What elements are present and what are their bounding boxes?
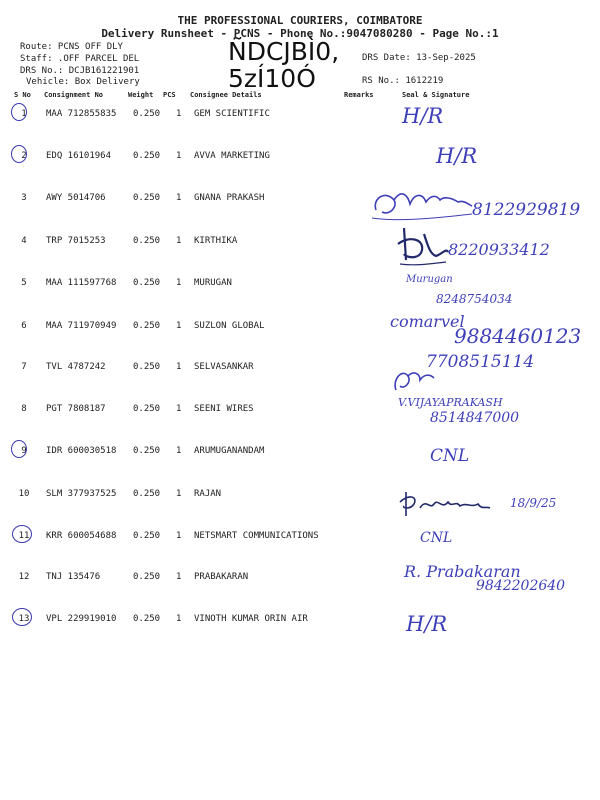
hand-row12-name: R. Prabakaran <box>404 562 521 581</box>
row-consignee: KIRTHIKA <box>194 236 238 246</box>
row-sno: 12 <box>18 572 30 582</box>
barcode: ÑDCJBÌ0, 5zÍ10Ó <box>228 37 340 93</box>
table-row <box>0 109 600 129</box>
row-pcs: 1 <box>176 236 182 246</box>
row-pcs: 1 <box>176 151 182 161</box>
row-pcs: 1 <box>176 489 182 499</box>
row-sno: 4 <box>21 236 27 246</box>
row-circle-mark <box>11 145 27 163</box>
col-pcs: PCS <box>163 91 176 99</box>
row-sno: 1 <box>21 109 27 119</box>
vehicle: Vehicle: Box Delivery <box>26 77 140 87</box>
row-sno: 10 <box>18 489 30 499</box>
row-pcs: 1 <box>176 531 182 541</box>
signature-row10 <box>398 488 494 522</box>
col-seal-signature: Seal & Signature <box>402 91 470 99</box>
row-pcs: 1 <box>176 446 182 456</box>
runsheet-subtitle: Delivery Runsheet - PCNS - Phone No.:9047080280 - Page No.:1 <box>101 27 499 40</box>
row-pcs: 1 <box>176 321 182 331</box>
row-weight: 0.250 <box>133 446 161 456</box>
row-consignee: SUZLON GLOBAL <box>194 321 265 331</box>
hand-row2: H/R <box>436 144 478 168</box>
row-sno: 2 <box>21 151 27 161</box>
signature-row3 <box>368 178 476 228</box>
row-consignee: ARUMUGANANDAM <box>194 446 265 456</box>
row-weight: 0.250 <box>133 404 161 414</box>
col-consignee: Consignee Details <box>190 91 262 99</box>
row-weight: 0.250 <box>133 572 161 582</box>
hand-row9: CNL <box>430 446 470 466</box>
row-sno: 6 <box>21 321 27 331</box>
hand-row13: H/R <box>406 612 448 636</box>
row-pcs: 1 <box>176 109 182 119</box>
row-weight: 0.250 <box>133 278 161 288</box>
row-consignment-no: PGT 7808187 <box>46 404 106 414</box>
rs-number: RS No.: 1612219 <box>362 76 444 86</box>
hand-row6-name: comarvel <box>390 312 465 331</box>
table-row <box>0 446 600 466</box>
row-circle-mark <box>12 525 32 543</box>
hand-row8-phone: 8514847000 <box>430 410 520 426</box>
row-consignment-no: VPL 229919010 <box>46 614 117 624</box>
row-pcs: 1 <box>176 278 182 288</box>
row-consignment-no: AWY 5014706 <box>46 193 106 203</box>
staff: Staff: .OFF PARCEL DEL <box>20 54 140 64</box>
row-circle-mark <box>11 440 27 458</box>
row-consignment-no: MAA 111597768 <box>46 278 117 288</box>
hand-row3-phone: 8122929819 <box>472 200 581 220</box>
row-consignee: NETSMART COMMUNICATIONS <box>194 531 319 541</box>
row-sno: 3 <box>21 193 27 203</box>
row-weight: 0.250 <box>133 193 161 203</box>
drs-date: DRS Date: 13-Sep-2025 <box>362 53 476 63</box>
row-pcs: 1 <box>176 572 182 582</box>
row-weight: 0.250 <box>133 151 161 161</box>
row-pcs: 1 <box>176 193 182 203</box>
row-weight: 0.250 <box>133 614 161 624</box>
row-consignment-no: EDQ 16101964 <box>46 151 112 161</box>
col-sno: S No <box>14 91 31 99</box>
row-consignee: SEENI WIRES <box>194 404 254 414</box>
drs-number: DRS No.: DCJB161221901 <box>20 66 140 76</box>
row-weight: 0.250 <box>133 362 161 372</box>
hand-row7-phone: 7708515114 <box>426 352 535 372</box>
row-consignee: GEM SCIENTIFIC <box>194 109 270 119</box>
company-name: THE PROFESSIONAL COURIERS, COIMBATORE <box>177 14 423 27</box>
row-pcs: 1 <box>176 362 182 372</box>
row-consignee: RAJAN <box>194 489 222 499</box>
row-weight: 0.250 <box>133 236 161 246</box>
row-consignee: MURUGAN <box>194 278 232 288</box>
row-weight: 0.250 <box>133 109 161 119</box>
row-circle-mark <box>11 103 27 121</box>
row-consignee: AVVA MARKETING <box>194 151 270 161</box>
row-consignee: VINOTH KUMAR ORIN AIR <box>194 614 308 624</box>
row-sno: 13 <box>18 614 30 624</box>
table-row <box>0 614 600 634</box>
signature-row4 <box>394 224 450 268</box>
row-pcs: 1 <box>176 614 182 624</box>
row-circle-mark <box>12 608 32 626</box>
row-consignment-no: TRP 7015253 <box>46 236 106 246</box>
hand-row5-name: Murugan <box>406 274 453 285</box>
row-sno: 5 <box>21 278 27 288</box>
table-row <box>0 531 600 551</box>
row-sno: 8 <box>21 404 27 414</box>
row-sno: 7 <box>21 362 27 372</box>
row-consignment-no: KRR 600054688 <box>46 531 117 541</box>
row-consignee: PRABAKARAN <box>194 572 249 582</box>
row-sno: 11 <box>18 531 30 541</box>
row-consignment-no: TNJ 135476 <box>46 572 101 582</box>
row-pcs: 1 <box>176 404 182 414</box>
col-consignment: Consignment No <box>44 91 104 99</box>
row-consignment-no: TVL 4787242 <box>46 362 106 372</box>
row-weight: 0.250 <box>133 531 161 541</box>
row-consignment-no: IDR 600030518 <box>46 446 117 456</box>
hand-row1: H/R <box>402 104 444 128</box>
col-remarks: Remarks <box>344 91 374 99</box>
hand-row12-phone: 9842202640 <box>476 578 566 594</box>
hand-row6-phone: 9884460123 <box>454 324 582 348</box>
hand-row11: CNL <box>420 530 453 546</box>
row-consignment-no: MAA 711970949 <box>46 321 117 331</box>
row-consignee: GNANA PRAKASH <box>194 193 265 203</box>
row-sno: 9 <box>21 446 27 456</box>
hand-row4-phone: 8220933412 <box>448 240 550 259</box>
col-weight: Weight <box>128 91 154 99</box>
hand-row10-date: 18/9/25 <box>510 496 557 510</box>
route: Route: PCNS OFF DLY <box>20 42 123 52</box>
row-consignee: SELVASANKAR <box>194 362 254 372</box>
row-weight: 0.250 <box>133 321 161 331</box>
hand-row8-name: V.VIJAYAPRAKASH <box>398 396 503 409</box>
row-consignment-no: SLM 377937525 <box>46 489 117 499</box>
hand-row5-phone: 8248754034 <box>436 292 513 306</box>
row-weight: 0.250 <box>133 489 161 499</box>
row-consignment-no: MAA 712855835 <box>46 109 117 119</box>
table-row <box>0 151 600 171</box>
